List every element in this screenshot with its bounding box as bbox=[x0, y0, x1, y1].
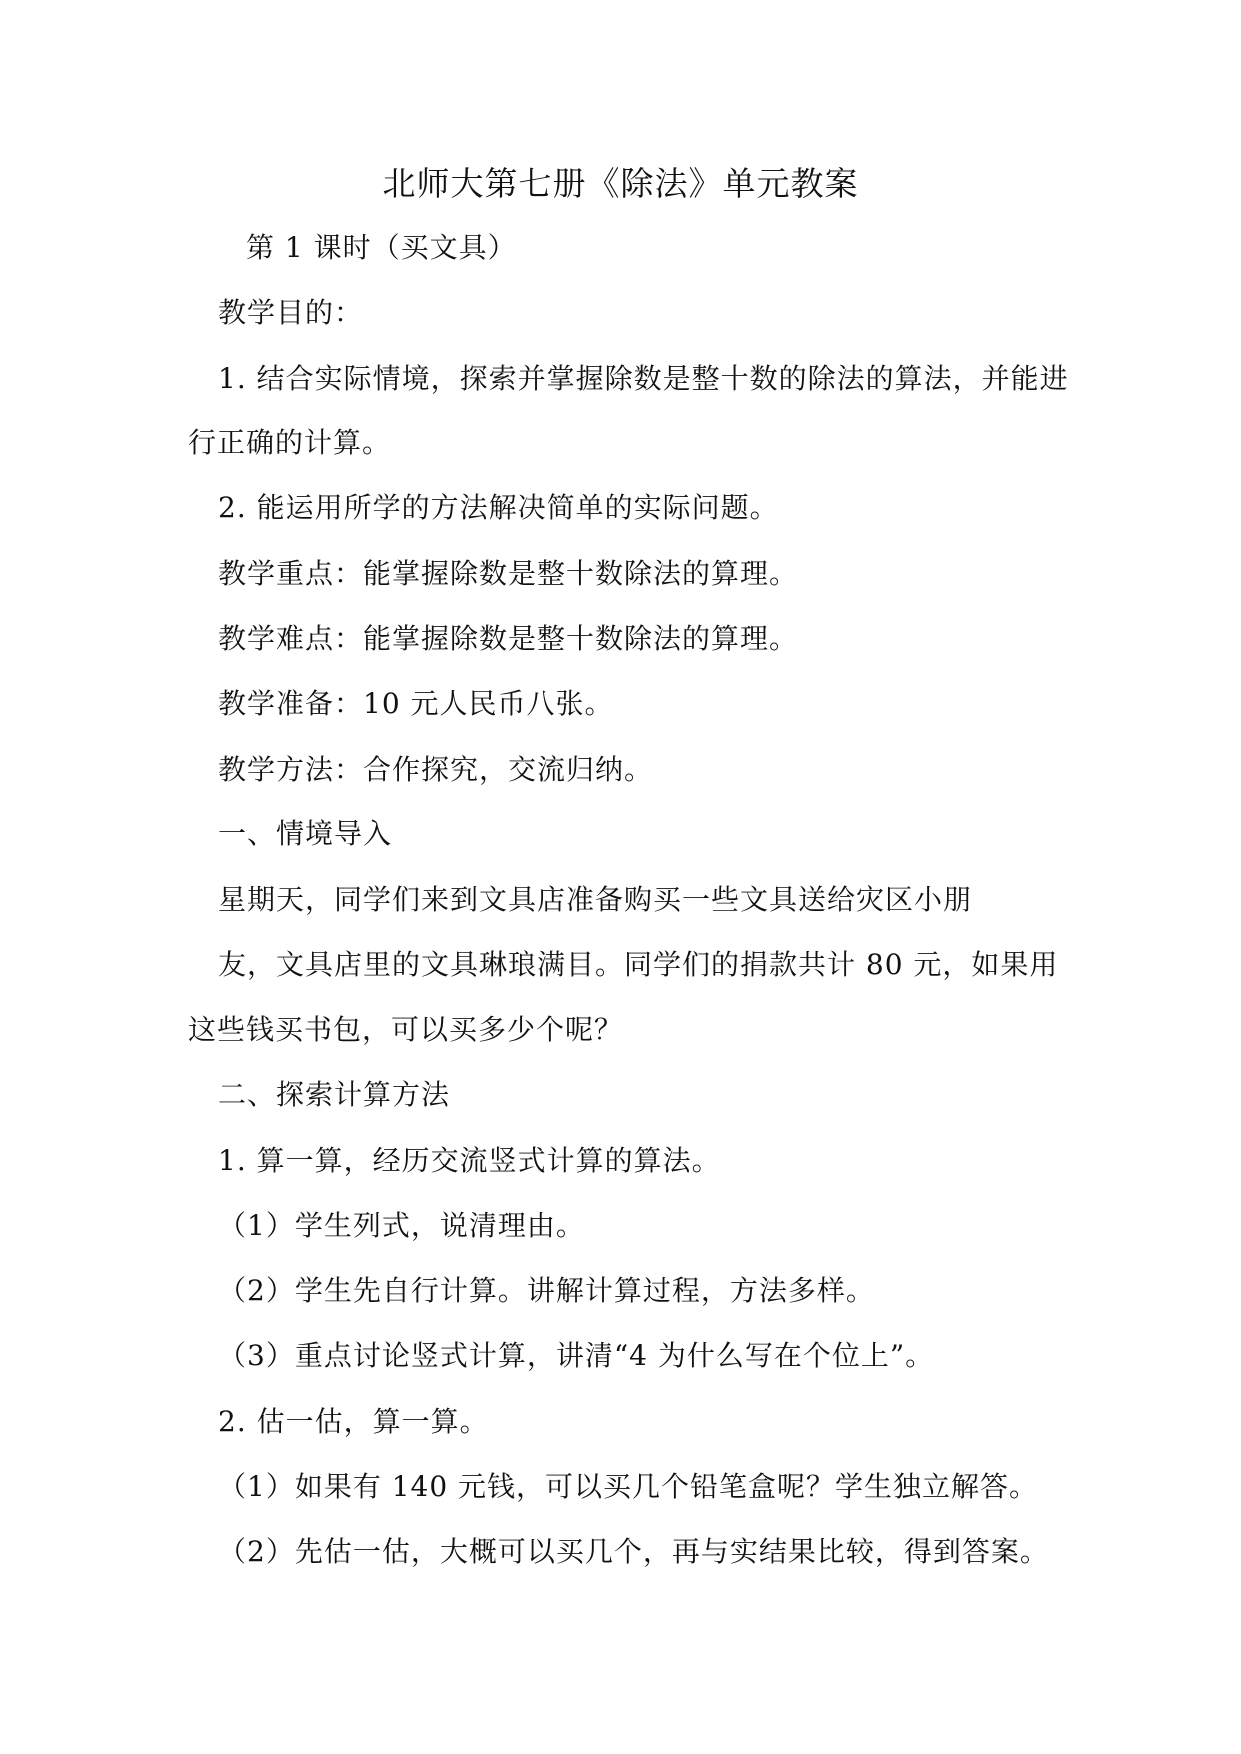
section-2-heading: 二、探索计算方法 bbox=[218, 1078, 451, 1111]
difficult-point: 教学难点：能掌握除数是整十数除法的算理。 bbox=[218, 622, 799, 655]
intro-line-3: 这些钱买书包，可以买多少个呢？ bbox=[188, 1013, 624, 1046]
step-2-sub-1: （1）如果有 140 元钱，可以买几个铅笔盒呢？学生独立解答。 bbox=[218, 1470, 1039, 1503]
objective-1-line-2: 行正确的计算。 bbox=[188, 426, 392, 459]
lesson-heading: 第 1 课时（买文具） bbox=[246, 231, 517, 264]
method: 教学方法：合作探究，交流归纳。 bbox=[218, 753, 654, 786]
step-2: 2. 估一估，算一算。 bbox=[218, 1405, 489, 1438]
intro-line-2: 友，文具店里的文具琳琅满目。同学们的捐款共计 80 元，如果用 bbox=[218, 948, 1059, 981]
step-1-sub-3: （3）重点讨论竖式计算，讲清“4 为什么写在个位上”。 bbox=[218, 1339, 935, 1372]
objective-2: 2. 能运用所学的方法解决简单的实际问题。 bbox=[218, 491, 779, 524]
step-1-sub-1: （1）学生列式，说清理由。 bbox=[218, 1209, 585, 1242]
step-1-sub-2: （2）学生先自行计算。讲解计算过程，方法多样。 bbox=[218, 1274, 875, 1307]
document-title: 北师大第七册《除法》单元教案 bbox=[382, 164, 859, 203]
intro-line-1: 星期天，同学们来到文具店准备购买一些文具送给灾区小朋 bbox=[218, 883, 973, 916]
step-1: 1. 算一算，经历交流竖式计算的算法。 bbox=[218, 1144, 721, 1177]
preparation: 教学准备：10 元人民币八张。 bbox=[218, 687, 614, 720]
objective-1-line-1: 1. 结合实际情境，探索并掌握除数是整十数的除法的算法，并能进 bbox=[218, 362, 1069, 395]
section-1-heading: 一、情境导入 bbox=[218, 817, 393, 850]
objectives-heading: 教学目的： bbox=[218, 296, 364, 329]
key-point: 教学重点：能掌握除数是整十数除法的算理。 bbox=[218, 557, 799, 590]
step-2-sub-2: （2）先估一估，大概可以买几个，再与实结果比较，得到答案。 bbox=[218, 1535, 1049, 1568]
